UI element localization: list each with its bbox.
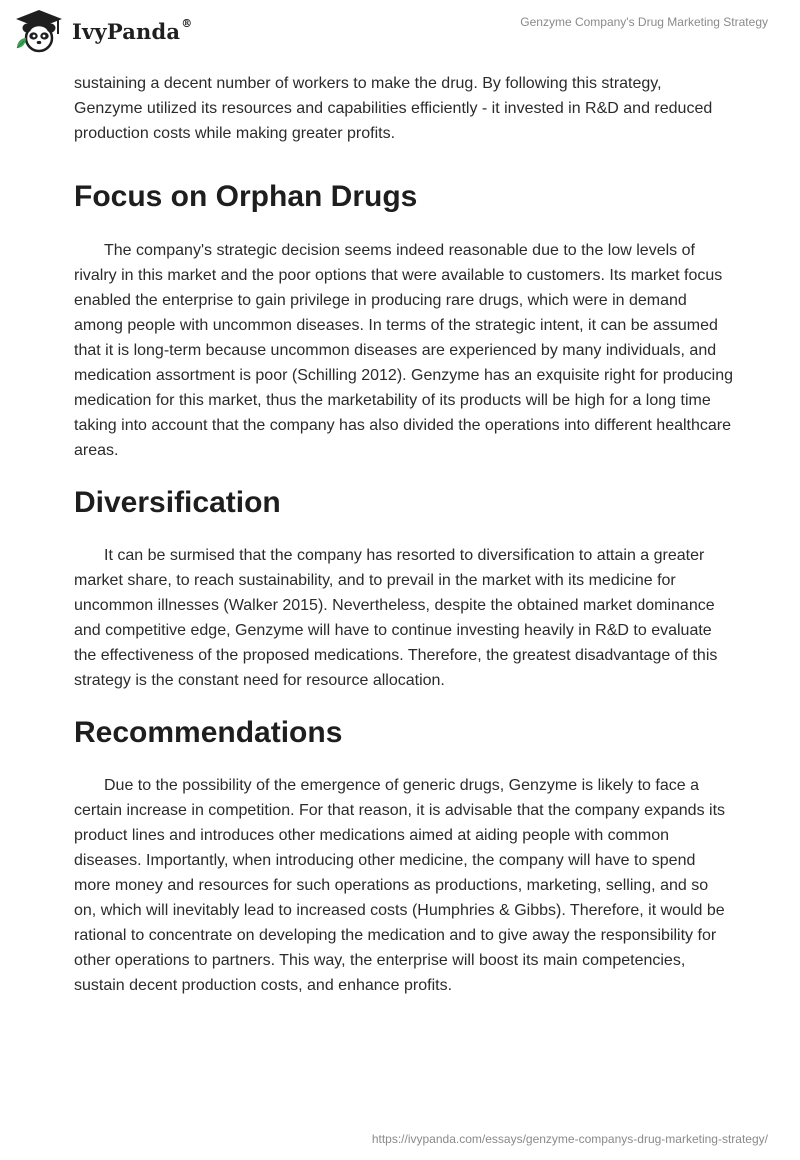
section-heading-orphan-drugs: Focus on Orphan Drugs — [74, 180, 418, 213]
section-heading-recommendations: Recommendations — [74, 716, 343, 749]
document-title: Genzyme Company's Drug Marketing Strategy — [520, 15, 768, 29]
intro-paragraph: sustaining a decent number of workers to make the drug. By following this strategy, Genzyme utilized its resources and capabilities efficiently - it invested in R&D and reduced production costs while making greater profits. — [74, 75, 713, 142]
page-header — [0, 0, 800, 70]
ivypanda-logo[interactable] — [14, 8, 192, 54]
source-url[interactable]: https://ivypanda.com/essays/genzyme-companys-drug-marketing-strategy/ — [371, 1132, 768, 1146]
section-paragraph-diversification: It can be surmised that the company has resorted to diversification to attain a greater market share, to reach sustainability, and to prevail in the market with its medicine for uncommon illnesses (Walker 2015). Nevertheless, despite the obtained market dominance and competitive edge, Genzyme will have to continue investing heavily in R&D to evaluate the effectiveness of the proposed medications. Therefore, the greatest disadvantage of this strategy is the constant need for resource allocation. — [74, 547, 718, 689]
section-paragraph-orphan-drugs: The company's strategic decision seems indeed reasonable due to the low levels of rivalry in this market and the poor options that were available to customers. Its market focus enabled the enterprise to gain privilege in producing rare drugs, which were in demand among people with uncommon diseases. In terms of the strategic intent, it can be assumed that it is long-term because uncommon diseases are experienced by many individuals, and medication assortment is poor (Schilling 2012). Genzyme has an exquisite right for producing medication for this market, thus the marketability of its products will be high for a long time taking into account that the company has also divided the operations into different healthcare areas. — [74, 242, 733, 459]
brand-name: IvyPanda® — [72, 16, 193, 44]
registered-mark: ® — [181, 16, 193, 30]
section-paragraph-recommendations: Due to the possibility of the emergence of generic drugs, Genzyme is likely to face a certain increase in competition. For that reason, it is advisable that the company expands its product lines and introduces other medications aimed at aiding people with common diseases. Importantly, when introducing other medicine, the company will have to spend more money and resources for such operations as productions, marketing, selling, and so on, which will inevitably lead to increased costs (Humphries & Gibbs). Therefore, it would be rational to concentrate on developing the medication and to give away the responsibility for other operations to partners. This way, the enterprise will boost its main competencies, sustain decent production costs, and enhance profits. — [74, 777, 726, 994]
article-body — [74, 71, 734, 998]
section-heading-diversification: Diversification — [74, 486, 281, 519]
panda-graduate-icon — [14, 8, 64, 54]
